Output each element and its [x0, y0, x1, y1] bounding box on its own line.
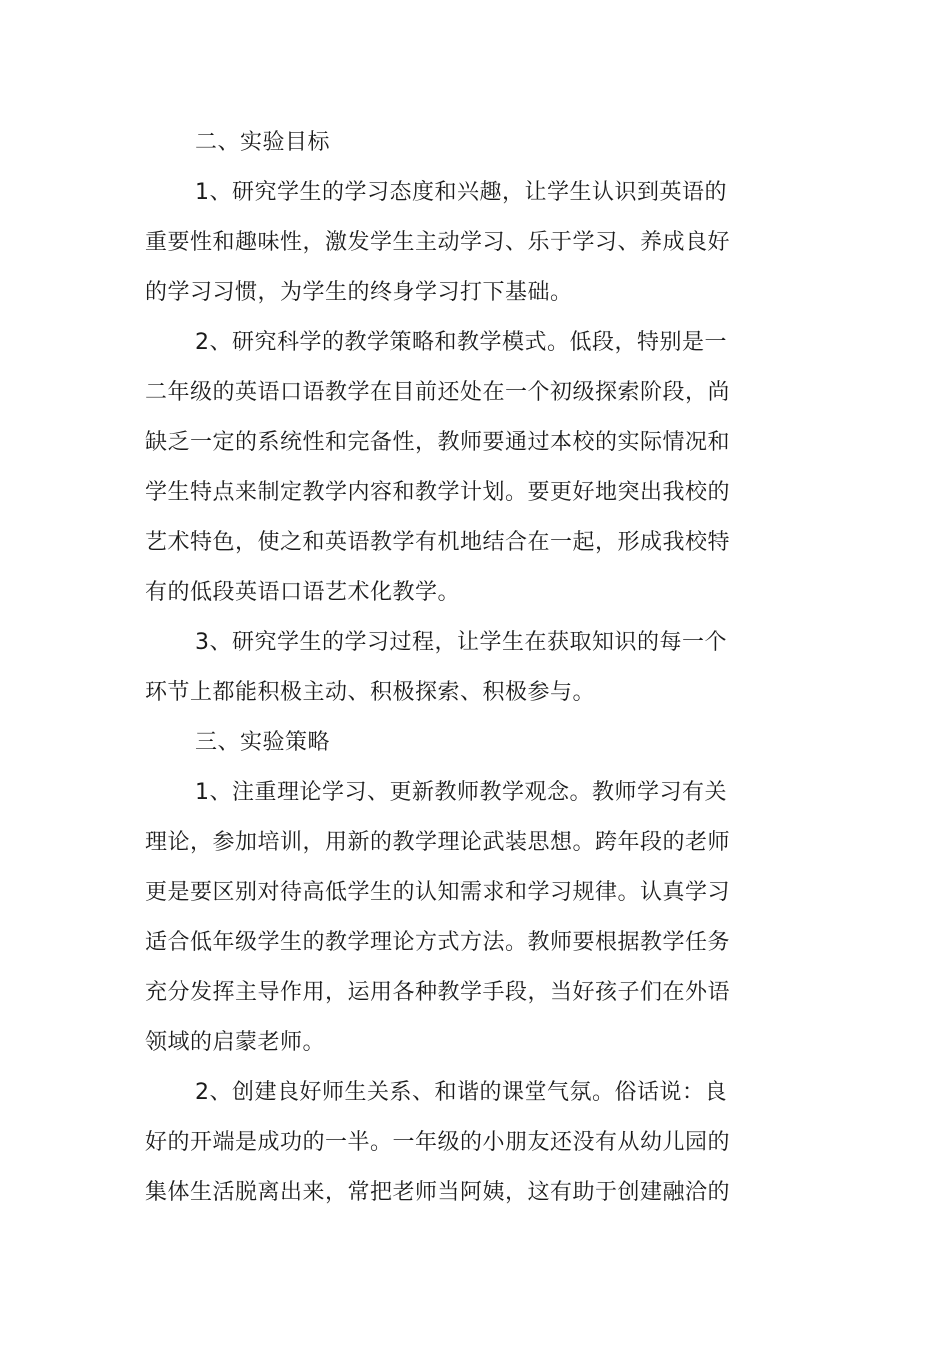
paragraph-line: 的学习习惯，为学生的终身学习打下基础。: [145, 280, 573, 305]
paragraph-line: 环节上都能积极主动、积极探索、积极参与。: [145, 680, 596, 705]
paragraph-line: 3、研究学生的学习过程，让学生在获取知识的每一个: [195, 630, 727, 655]
paragraph-line: 2、创建良好师生关系、和谐的课堂气氛。俗话说：良: [195, 1080, 727, 1105]
paragraph-line: 2、研究科学的教学策略和教学模式。低段，特别是一: [195, 330, 727, 355]
paragraph-line: 好的开端是成功的一半。一年级的小朋友还没有从幼儿园的: [145, 1130, 731, 1155]
paragraph-line: 二年级的英语口语教学在目前还处在一个初级探索阶段，尚: [145, 380, 731, 405]
paragraph-line: 1、研究学生的学习态度和兴趣，让学生认识到英语的: [195, 180, 727, 205]
paragraph-line: 集体生活脱离出来，常把老师当阿姨，这有助于创建融洽的: [145, 1180, 731, 1205]
paragraph-line: 有的低段英语口语艺术化教学。: [145, 580, 461, 605]
paragraph-line: 更是要区别对待高低学生的认知需求和学习规律。认真学习: [145, 880, 731, 905]
document-body: [145, 118, 745, 1218]
paragraph-line: 缺乏一定的系统性和完备性，教师要通过本校的实际情况和: [145, 430, 731, 455]
paragraph-line: 1、注重理论学习、更新教师教学观念。教师学习有关: [195, 780, 727, 805]
paragraph-line: 重要性和趣味性，激发学生主动学习、乐于学习、养成良好: [145, 230, 731, 255]
paragraph-line: 充分发挥主导作用，运用各种教学手段，当好孩子们在外语: [145, 980, 731, 1005]
paragraph-line: 艺术特色，使之和英语教学有机地结合在一起，形成我校特: [145, 530, 731, 555]
section-heading-experiment-goals: 二、实验目标: [195, 130, 331, 155]
paragraph-line: 领域的启蒙老师。: [145, 1030, 326, 1055]
paragraph-line: 学生特点来制定教学内容和教学计划。要更好地突出我校的: [145, 480, 731, 505]
paragraph-line: 理论，参加培训，用新的教学理论武装思想。跨年段的老师: [145, 830, 731, 855]
paragraph-line: 适合低年级学生的教学理论方式方法。教师要根据教学任务: [145, 930, 731, 955]
section-heading-experiment-strategy: 三、实验策略: [195, 730, 331, 755]
